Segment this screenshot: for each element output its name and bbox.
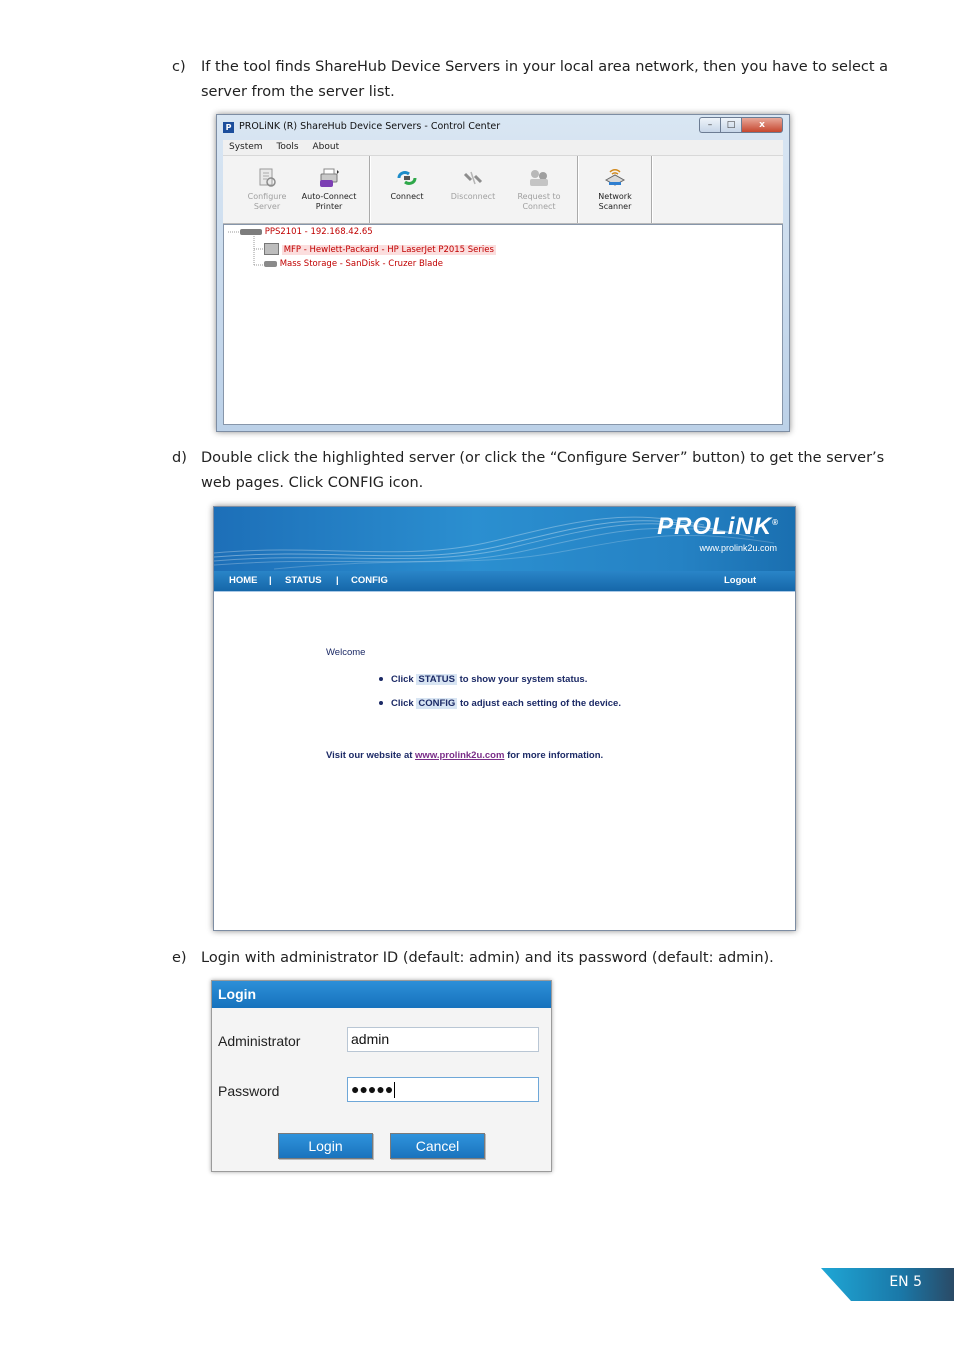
nav-home[interactable]: HOME [229,575,258,586]
password-input[interactable] [347,1077,539,1102]
auto-printer-icon [318,168,340,188]
cancel-button[interactable]: Cancel [390,1133,485,1159]
window-title: PROLiNK (R) ShareHub Device Servers - Control Center [239,121,501,132]
page-tab-shape [821,1268,954,1301]
toolbar-label: Disconnect [450,192,496,201]
step-text: Login with administrator ID (default: admin) and its password (default: admin). [201,950,774,966]
window-titlebar[interactable] [217,115,789,139]
step-label: d) [172,450,187,466]
printer-icon [264,243,279,255]
nav-config[interactable]: CONFIG [351,575,388,586]
configure-server-button[interactable] [237,168,297,212]
toolbar-group-server [223,156,370,223]
administrator-input[interactable]: admin [347,1027,539,1052]
tree-device-printer[interactable] [264,243,496,255]
network-scanner-icon [604,168,626,188]
toolbar-label: Configure Server [247,192,287,211]
logo-url: www.prolink2u.com [699,543,777,553]
visit-website-text: Visit our website at www.prolink2u.com for more information. [326,750,604,761]
nav-separator: | [269,575,272,586]
maximize-button[interactable]: □ [720,117,741,133]
configure-icon [256,168,278,188]
menu-bar [223,140,783,156]
login-dialog [211,980,552,1172]
step-text: Double click the highlighted server (or click the “Configure Server” button) to get the server’s web pages. Click CONFIG icon. [201,450,885,491]
menu-about[interactable]: About [312,142,340,152]
server-label: PPS2101 - 192.168.42.65 [264,227,373,237]
toolbar-group-connection [371,156,578,223]
app-icon: P [223,122,234,133]
bullet-dot [379,677,383,681]
connect-icon [396,168,418,188]
tree-server-node[interactable] [240,227,373,237]
bullet-status: Click STATUS to show your system status. [379,674,587,685]
website-link[interactable]: www.prolink2u.com [415,750,505,761]
prolink-web-page [213,506,796,931]
step-label: c) [172,59,186,75]
toolbar-label: Network Scanner [598,192,632,211]
administrator-label: Administrator [218,1033,301,1049]
nav-separator: | [336,575,339,586]
menu-tools[interactable]: Tools [276,142,299,152]
server-icon [240,229,262,235]
nav-status[interactable]: STATUS [285,575,322,586]
request-icon [528,168,550,188]
page-body [214,591,795,930]
toolbar-label: Connect [390,192,424,201]
storage-icon [264,261,277,267]
toolbar-label: Auto-Connect Printer [301,192,357,211]
nav-bar [214,571,795,591]
bullet-config: Click CONFIG to adjust each setting of the device. [379,698,621,709]
step-text: If the tool finds ShareHub Device Servers in your local area network, then you have to select a server from the server list. [201,59,889,100]
request-to-connect-button[interactable] [509,168,569,212]
close-button[interactable]: x [741,117,783,133]
toolbar-label: Request to Connect [517,192,561,211]
toolbar [223,156,783,224]
welcome-heading: Welcome [326,647,366,658]
password-label: Password [218,1083,280,1099]
tree-device-storage[interactable] [264,259,443,269]
disconnect-icon [462,168,484,188]
banner [214,507,795,571]
auto-connect-printer-button[interactable] [299,168,359,212]
config-link[interactable]: CONFIG [418,698,456,709]
bullet-dot [379,701,383,705]
minimize-button[interactable]: – [699,117,720,133]
page-number-tab [821,1268,954,1301]
server-tree [223,224,783,425]
text-caret [394,1082,395,1098]
device-label: MFP - Hewlett-Packard - HP LaserJet P2015 Series [283,244,494,255]
password-dots: ●●●●● [351,1081,394,1097]
page-number: EN 5 [889,1274,922,1290]
device-label: Mass Storage - SanDisk - Cruzer Blade [279,259,443,269]
login-button[interactable]: Login [278,1133,373,1159]
menu-system[interactable]: System [229,142,263,152]
connect-button[interactable] [377,168,437,202]
nav-logout[interactable]: Logout [724,575,757,586]
control-center-window [216,114,790,432]
disconnect-button[interactable] [443,168,503,202]
status-link[interactable]: STATUS [418,674,455,685]
login-title: Login [212,981,551,1008]
network-scanner-button[interactable] [585,168,645,212]
toolbar-group-scanner [579,156,652,223]
prolink-logo: PROLiNK® [657,513,779,540]
step-label: e) [172,950,187,966]
